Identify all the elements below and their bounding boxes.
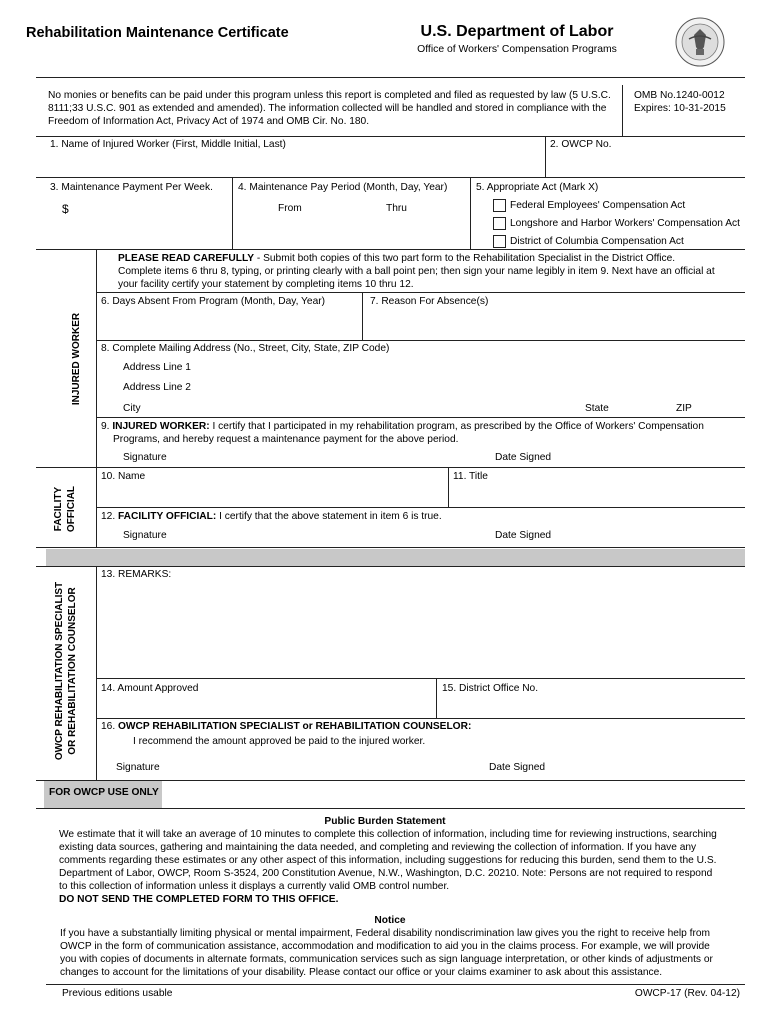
dollar-sign: $ [62, 202, 69, 217]
footer-previous-editions: Previous editions usable [62, 988, 173, 999]
injured-worker-certification: 9. INJURED WORKER: I certify that I participated in my rehabilitation program, as prescribed by the Office of Workers' Compensation Programs, and hereby request a maintenance payment for the above period. [101, 421, 704, 446]
act-longshore-label: Longshore and Harbor Workers' Compensation Act [510, 218, 740, 229]
owcp-date-signed[interactable]: Date Signed [489, 762, 546, 773]
dol-seal [675, 17, 725, 67]
field-owcp-no[interactable]: 2. OWCP No. [550, 139, 612, 150]
injured-worker-date-signed[interactable]: Date Signed [495, 452, 552, 463]
owcp-signature[interactable]: Signature [116, 762, 160, 773]
field-appropriate-act-label: 5. Appropriate Act (Mark X) [476, 182, 599, 193]
checkbox-longshore[interactable] [493, 217, 506, 230]
pay-period-from: From [278, 203, 302, 214]
address-line-1[interactable]: Address Line 1 [123, 362, 191, 373]
read-carefully-instructions: PLEASE READ CAREFULLY - Submit both copies of this two part form to the Rehabilitation Specialist in the District Office. Complete items 6 thru 8, typing, or printing clearly with a ball point pen; then sign your name legibly in item 9. Next have an official at your facility certify your statement by completing items 10 thru 12. [118, 253, 715, 291]
act-dc-label: District of Columbia Compensation Act [510, 236, 684, 247]
notice-title: Notice [374, 915, 406, 926]
facility-certification: 12. FACILITY OFFICIAL: I certify that the above statement in item 6 is true. [101, 511, 442, 522]
gray-separator-band [46, 549, 745, 566]
owcp-specialist-certification: 16. OWCP REHABILITATION SPECIALIST or REHABILITATION COUNSELOR: [101, 721, 472, 732]
field-maintenance-payment[interactable]: 3. Maintenance Payment Per Week. $ [50, 181, 230, 241]
side-label-facility-official: FACILITY OFFICIAL [53, 485, 77, 533]
omb-number: OMB No.1240-0012 Expires: 10-31-2015 [634, 90, 726, 115]
injured-worker-signature[interactable]: Signature [123, 452, 167, 463]
owcp-use-only-label: FOR OWCP USE ONLY [44, 781, 162, 808]
facility-date-signed[interactable]: Date Signed [495, 530, 552, 541]
address-city[interactable]: City [123, 403, 141, 414]
side-label-injured-worker: INJURED WORKER [71, 312, 82, 406]
field-injured-worker-name[interactable]: 1. Name of Injured Worker (First, Middle Initial, Last) [50, 139, 286, 150]
burden-title: Public Burden Statement [324, 816, 446, 827]
office-name: Office of Workers' Compensation Programs [417, 44, 617, 55]
pay-period-thru: Thru [386, 203, 407, 214]
privacy-text: No monies or benefits can be paid under this program unless this report is completed and filed as requested by law (5 U.S.C. 8111;33 U.S.C. 901 as extended and amended). The information collected will be handled and stored in compliance with the Freedom of Information Act, Privacy Act of 1974 and OMB Cir. No. 180. [48, 90, 611, 128]
facility-signature[interactable]: Signature [123, 530, 167, 541]
field-reason-absence[interactable]: 7. Reason For Absence(s) [370, 296, 489, 307]
field-mailing-address-label: 8. Complete Mailing Address (No., Street, City, State, ZIP Code) [101, 343, 390, 354]
field-facility-name[interactable]: 10. Name [101, 471, 146, 482]
burden-statement: We estimate that it will take an average of 10 minutes to complete this collection of information, including time for reviewing instructions, searching existing data sources, gathering and maintaining the data needed, and completing and reviewing the collection of information. If you have any comments regarding these estimates or any other aspect of this information, including suggestions for reducing this burden, send them to the U.S. Department of Labor, OWCP, Room S-3524, 200 Constitution Avenue, N.W., Washington, D.C. 20210. Note: Persons are not required to respond to this collection of information unless it displays a currently valid OMB control number. DO NOT SEND THE COMPLETED FORM TO THIS OFFICE. [59, 829, 717, 906]
form-title: Rehabilitation Maintenance Certificate [26, 25, 289, 41]
address-line-2[interactable]: Address Line 2 [123, 382, 191, 393]
owcp-recommendation: I recommend the amount approved be paid to the injured worker. [133, 736, 426, 747]
notice-text: If you have a substantially limiting physical or mental impairment, Federal disability nondiscrimination law gives you the right to receive help from OWCP in the form of communication assistance, accommodation and modification to aid you in the claims process. For example, we will provide you with copies of documents in alternate formats, communication services such as sign language interpretation, or other kinds of adjustments or changes to account for the limitations of your disability. Please contact our office or your claims examiner to ask about this assistance. [60, 928, 713, 979]
act-feca-label: Federal Employees' Compensation Act [510, 200, 686, 211]
checkbox-feca[interactable] [493, 199, 506, 212]
field-district-office-no[interactable]: 15. District Office No. [442, 683, 539, 694]
address-state[interactable]: State [585, 403, 609, 414]
checkbox-dc-comp[interactable] [493, 235, 506, 248]
field-amount-approved[interactable]: 14. Amount Approved [101, 683, 199, 694]
address-zip[interactable]: ZIP [676, 403, 692, 414]
field-days-absent[interactable]: 6. Days Absent From Program (Month, Day, Year) [101, 296, 326, 307]
footer-form-number: OWCP-17 (Rev. 04-12) [634, 988, 740, 999]
field-pay-period[interactable]: 4. Maintenance Pay Period (Month, Day, Year) From Thru [238, 182, 448, 214]
side-label-owcp-specialist: OWCP REHABILITATION SPECIALIST OR REHABILITATION COUNSELOR [54, 581, 78, 761]
field-remarks[interactable]: 13. REMARKS: [101, 569, 172, 580]
field-facility-title[interactable]: 11. Title [453, 471, 488, 482]
agency-name: U.S. Department of Labor [420, 23, 614, 40]
